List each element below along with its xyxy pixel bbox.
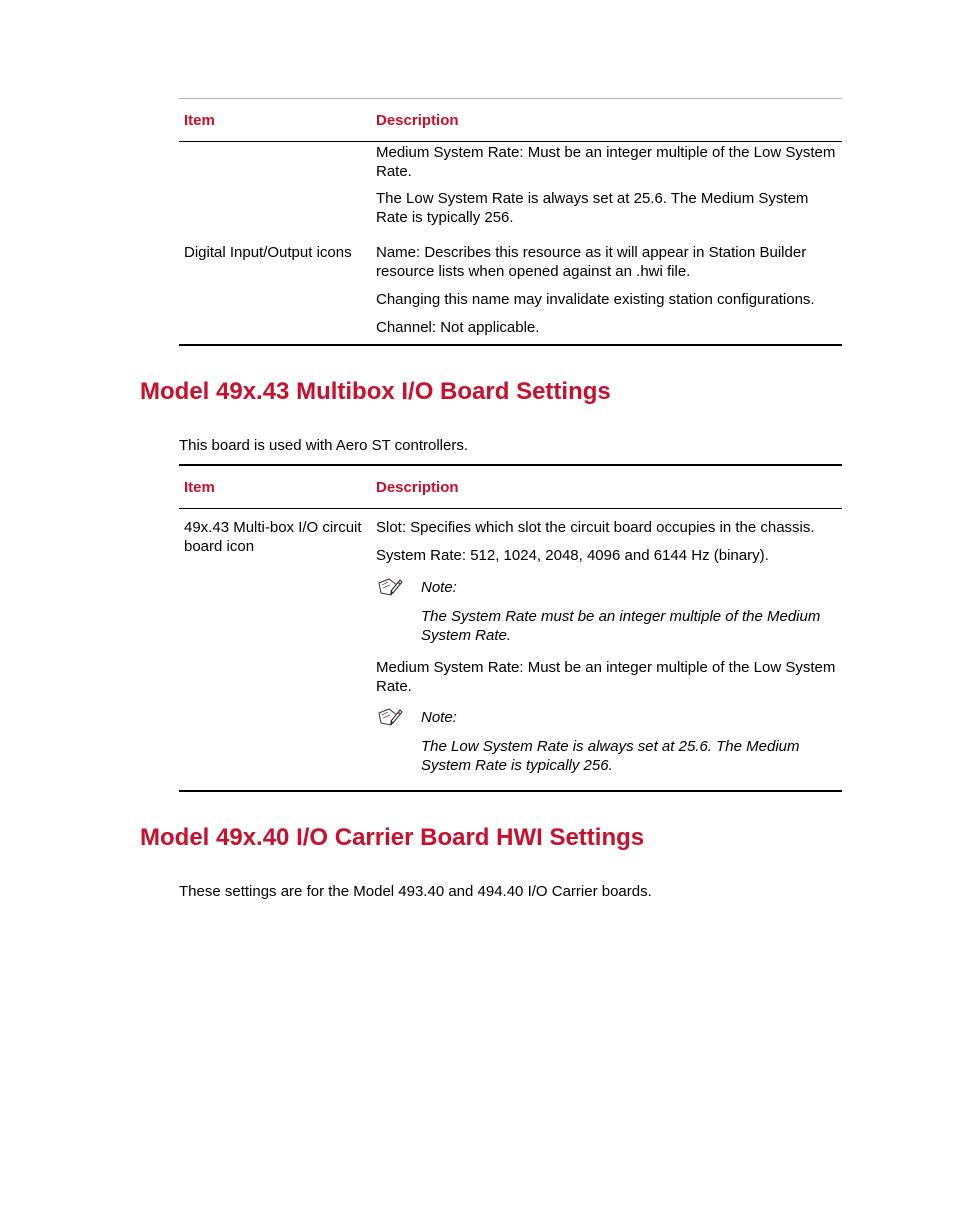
table1-row2-item: Digital Input/Output icons bbox=[184, 244, 352, 261]
table2-header-item: Item bbox=[184, 479, 215, 496]
table2-row1-item-a: 49x.43 Multi-box I/O circuit bbox=[184, 519, 362, 536]
table1-top-rule bbox=[179, 98, 842, 99]
table2-row1-item-b: board icon bbox=[184, 538, 255, 555]
table2-note2-text-a: The Low System Rate is always set at 25.6. The Medium bbox=[421, 738, 800, 755]
table2-note1-text-b: System Rate. bbox=[421, 627, 512, 644]
table1-row2-desc3: Channel: Not applicable. bbox=[376, 319, 540, 336]
table1-row2-desc1a: Name: Describes this resource as it will appear in Station Builder bbox=[376, 244, 807, 261]
section1-title: Model 49x.43 Multibox I/O Board Settings bbox=[140, 378, 611, 405]
table2-row1-medium-a: Medium System Rate: Must be an integer multiple of the Low System bbox=[376, 659, 836, 676]
table2-header-rule bbox=[179, 508, 842, 509]
table2-note1-label: Note: bbox=[421, 579, 457, 596]
table2-row1-system-rate: System Rate: 512, 1024, 2048, 4096 and 6144 Hz (binary). bbox=[376, 547, 769, 564]
note-pencil-icon bbox=[377, 707, 403, 727]
note-pencil-icon bbox=[377, 577, 403, 597]
table2-bottom-rule bbox=[179, 790, 842, 792]
table1-row2-desc1b: resource lists when opened against an .hwi file. bbox=[376, 263, 691, 280]
section2-intro: These settings are for the Model 493.40 and 494.40 I/O Carrier boards. bbox=[179, 883, 652, 900]
table1-row1-desc1b: Rate. bbox=[376, 163, 412, 180]
table1-row1-desc2a: The Low System Rate is always set at 25.6. The Medium System bbox=[376, 190, 809, 207]
table1-row1-desc2b: Rate is typically 256. bbox=[376, 209, 514, 226]
section2-title: Model 49x.40 I/O Carrier Board HWI Settings bbox=[140, 824, 645, 851]
table1-header-description: Description bbox=[376, 112, 459, 129]
table2-row1-medium-b: Rate. bbox=[376, 678, 412, 695]
table2-row1-slot: Slot: Specifies which slot the circuit board occupies in the chassis. bbox=[376, 519, 815, 536]
table1-header-rule bbox=[179, 141, 842, 142]
table2-note1-text-a: The System Rate must be an integer multiple of the Medium bbox=[421, 608, 821, 625]
table1-row1-desc1a: Medium System Rate: Must be an integer multiple of the Low System bbox=[376, 144, 836, 161]
table1-row2-desc2: Changing this name may invalidate existing station configurations. bbox=[376, 291, 815, 308]
table1-header-item: Item bbox=[184, 112, 215, 129]
table2-note2-text-b: System Rate is typically 256. bbox=[421, 757, 613, 774]
table2-note2-label: Note: bbox=[421, 709, 457, 726]
table1-bottom-rule bbox=[179, 344, 842, 346]
section1-intro: This board is used with Aero ST controllers. bbox=[179, 437, 469, 454]
table2-header-description: Description bbox=[376, 479, 459, 496]
table2-top-rule bbox=[179, 464, 842, 466]
